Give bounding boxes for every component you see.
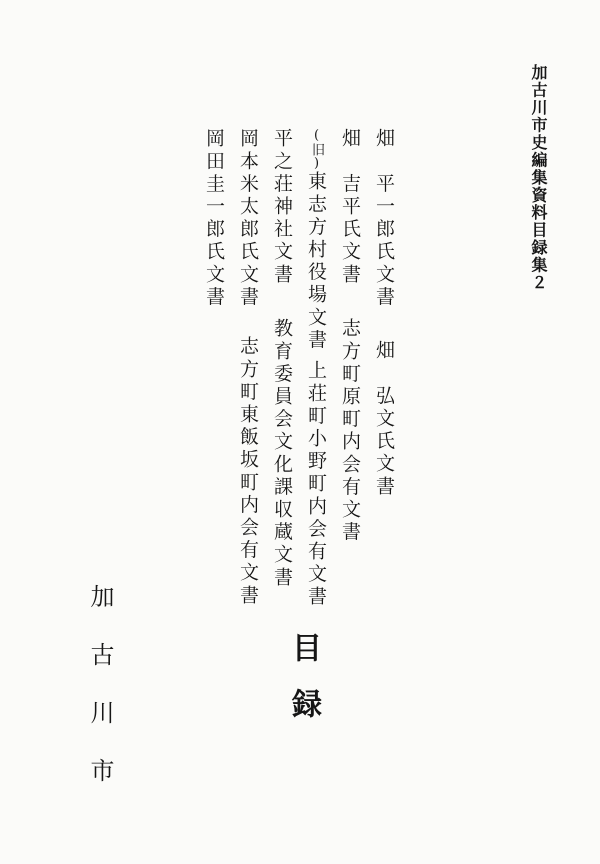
entry-2-sub: 志方町原町内会有文書 — [339, 318, 361, 544]
publisher-name: 加古川市 — [86, 584, 114, 816]
entry-2-main: 畑 吉平氏文書 — [339, 128, 361, 287]
entry-3-main-column — [306, 128, 325, 352]
entry-4-main: 平之荘神社文書 — [271, 128, 293, 287]
series-header: 加古川市史編集資料目録集２ — [529, 64, 548, 292]
entry-5-main: 岡本米太郎氏文書 — [237, 128, 259, 309]
entry-1-main: 畑 平一郎氏文書 — [373, 128, 395, 309]
entry-1-sub: 畑 弘文氏文書 — [373, 340, 395, 499]
page-title: 目録 — [286, 632, 321, 744]
entry-3-sub: 上荘町小野町内会有文書 — [305, 360, 327, 609]
entry-4-sub: 教育委員会文化課収蔵文書 — [271, 318, 293, 590]
entry-5-sub: 志方町東飯坂町内会有文書 — [237, 336, 259, 608]
entry-6-main: 岡田圭一郎氏文書 — [203, 128, 225, 309]
entry-3-prefix: (旧) — [309, 128, 324, 171]
entry-3-main: 東志方村役場文書 — [305, 171, 327, 352]
